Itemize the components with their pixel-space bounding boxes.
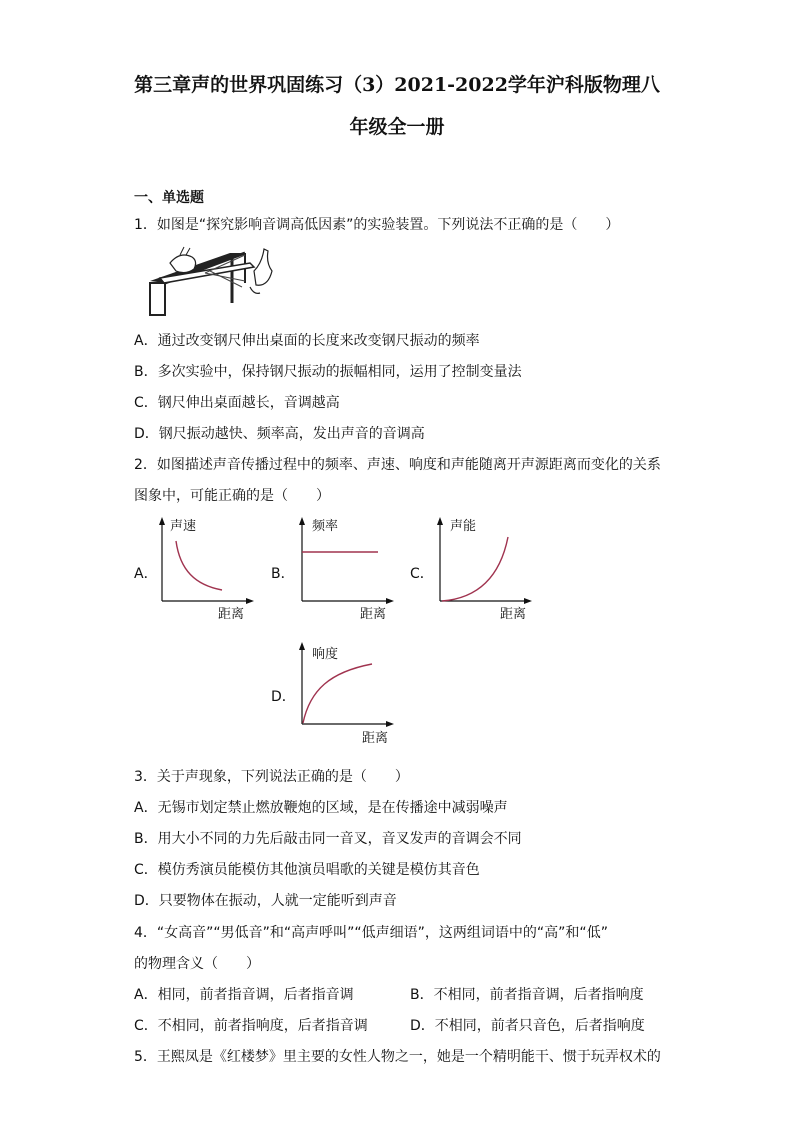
q2-graph-a bbox=[150, 515, 260, 625]
q2-stem-line2: 图象中，可能正确的是（ ） bbox=[134, 488, 330, 504]
q4-option-b: B．不相同，前者指音调，后者指响度 bbox=[410, 987, 644, 1003]
document-title-line2: 年级全一册 bbox=[349, 116, 445, 138]
q1-option-a: A．通过改变钢尺伸出桌面的长度来改变钢尺振动的频率 bbox=[134, 333, 480, 349]
q2-graph-d-letter: D． bbox=[271, 689, 296, 705]
q3-option-b: B．用大小不同的力先后敲击同一音叉，音叉发声的音调会不同 bbox=[134, 831, 522, 847]
q3-option-d: D．只要物体在振动，人就一定能听到声音 bbox=[134, 893, 397, 909]
q2-graph-a-ylabel: 声速 bbox=[170, 519, 197, 534]
q2-graph-c bbox=[428, 515, 538, 625]
q4-stem-line2: 的物理含义（ ） bbox=[134, 956, 260, 972]
q2-graph-b bbox=[290, 515, 400, 625]
q2-graph-b-letter: B． bbox=[271, 566, 295, 582]
q1-option-d: D．钢尺振动越快、频率高，发出声音的音调高 bbox=[134, 426, 425, 442]
q5-stem: 5．王熙凤是《红楼梦》里主要的女性人物之一，她是一个精明能干、惯于玩弄权术的 bbox=[134, 1049, 661, 1065]
document-title-line1: 第三章声的世界巩固练习（3）2021-2022学年沪科版物理八 bbox=[134, 74, 660, 96]
q3-option-c: C．模仿秀演员能模仿其他演员唱歌的关键是模仿其音色 bbox=[134, 862, 480, 878]
q2-graph-a-xlabel: 距离 bbox=[218, 607, 245, 622]
q1-stem: 1．如图是“探究影响音调高低因素”的实验装置。下列说法不正确的是（ ） bbox=[134, 217, 620, 233]
q4-option-d: D．不相同，前者只音色，后者指响度 bbox=[410, 1018, 645, 1034]
q4-option-a: A．相同，前者指音调，后者指音调 bbox=[134, 987, 354, 1003]
q4-stem-line1: 4．“女高音”“男低音”和“高声呼叫”“低声细语”，这两组词语中的“高”和“低” bbox=[134, 925, 608, 941]
ruler-experiment-image bbox=[150, 243, 280, 315]
q1-option-b: B．多次实验中，保持钢尺振动的振幅相同，运用了控制变量法 bbox=[134, 364, 522, 380]
q2-stem-line1: 2．如图描述声音传播过程中的频率、声速、响度和声能随离开声源距离而变化的关系 bbox=[134, 457, 661, 473]
q3-stem: 3．关于声现象，下列说法正确的是（ ） bbox=[134, 769, 409, 785]
section-heading: 一、单选题 bbox=[134, 190, 204, 206]
q2-graph-c-ylabel: 声能 bbox=[450, 519, 477, 534]
q2-graph-a-letter: A． bbox=[134, 566, 158, 582]
q2-graph-d-ylabel: 响度 bbox=[312, 647, 339, 662]
q3-option-a: A．无锡市划定禁止燃放鞭炮的区域，是在传播途中减弱噪声 bbox=[134, 800, 508, 816]
q1-option-c: C．钢尺伸出桌面越长，音调越高 bbox=[134, 395, 340, 411]
q2-graph-c-letter: C． bbox=[410, 566, 434, 582]
q2-graph-b-xlabel: 距离 bbox=[360, 607, 387, 622]
q4-option-c: C．不相同，前者指响度，后者指音调 bbox=[134, 1018, 368, 1034]
q2-graph-b-ylabel: 频率 bbox=[312, 519, 339, 534]
q2-graph-c-xlabel: 距离 bbox=[500, 607, 527, 622]
q2-graph-d-xlabel: 距离 bbox=[362, 731, 389, 746]
q2-graph-d bbox=[290, 640, 400, 750]
